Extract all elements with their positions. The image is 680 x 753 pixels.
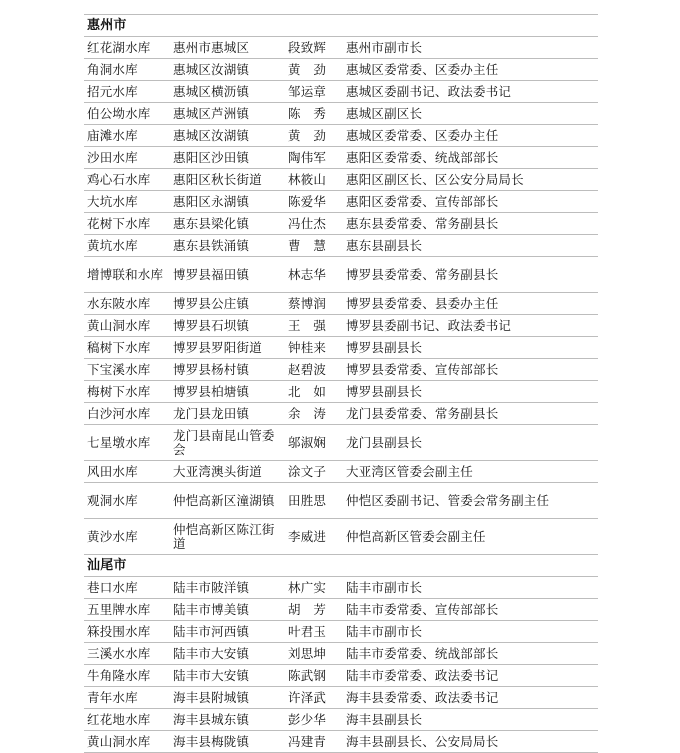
position-title: 惠城区委副书记、政法委书记 <box>343 81 598 103</box>
position-title: 惠东县副县长 <box>343 235 598 257</box>
location: 陆丰市陂洋镇 <box>170 577 285 599</box>
responsible-person: 李威进 <box>285 519 343 555</box>
responsible-person: 邬淑娴 <box>285 425 343 461</box>
table-row <box>84 621 598 643</box>
reservoir-name: 梅树下水库 <box>84 381 170 403</box>
table-row <box>84 315 598 337</box>
responsible-person: 余 涛 <box>285 403 343 425</box>
location: 陆丰市大安镇 <box>170 643 285 665</box>
reservoir-name: 伯公坳水库 <box>84 103 170 125</box>
location: 大亚湾澳头街道 <box>170 461 285 483</box>
position-title: 博罗县委副书记、政法委书记 <box>343 315 598 337</box>
responsible-person: 林广实 <box>285 577 343 599</box>
roster-table <box>84 14 598 753</box>
reservoir-name: 箖投围水库 <box>84 621 170 643</box>
location: 博罗县柏塘镇 <box>170 381 285 403</box>
position-title: 仲恺区委副书记、管委会常务副主任 <box>343 483 598 519</box>
table-row <box>84 103 598 125</box>
section-title: 惠州市 <box>84 15 598 37</box>
responsible-person: 冯建青 <box>285 731 343 753</box>
table-row <box>84 337 598 359</box>
location: 博罗县公庄镇 <box>170 293 285 315</box>
location: 博罗县杨村镇 <box>170 359 285 381</box>
reservoir-name: 巷口水库 <box>84 577 170 599</box>
responsible-person: 黄 劲 <box>285 59 343 81</box>
location: 海丰县城东镇 <box>170 709 285 731</box>
position-title: 惠城区副区长 <box>343 103 598 125</box>
table-row <box>84 81 598 103</box>
table-row <box>84 257 598 293</box>
responsible-person: 林志华 <box>285 257 343 293</box>
location: 龙门县龙田镇 <box>170 403 285 425</box>
table-row <box>84 125 598 147</box>
position-title: 博罗县委常委、县委办主任 <box>343 293 598 315</box>
table-row <box>84 169 598 191</box>
responsible-person: 陈武钢 <box>285 665 343 687</box>
table-row <box>84 293 598 315</box>
responsible-person: 蔡博润 <box>285 293 343 315</box>
section-title: 汕尾市 <box>84 555 598 577</box>
table-row <box>84 519 598 555</box>
responsible-person: 叶君玉 <box>285 621 343 643</box>
responsible-person: 涂文子 <box>285 461 343 483</box>
responsible-person: 田胜思 <box>285 483 343 519</box>
table-row <box>84 687 598 709</box>
location: 海丰县梅陇镇 <box>170 731 285 753</box>
reservoir-name: 白沙河水库 <box>84 403 170 425</box>
responsible-person: 邹运章 <box>285 81 343 103</box>
location: 惠城区汝湖镇 <box>170 125 285 147</box>
table-row <box>84 37 598 59</box>
position-title: 博罗县委常委、宣传部部长 <box>343 359 598 381</box>
reservoir-name: 下宝溪水库 <box>84 359 170 381</box>
section-header <box>84 15 598 37</box>
reservoir-responsibility-table <box>84 14 598 753</box>
location: 陆丰市大安镇 <box>170 665 285 687</box>
position-title: 海丰县副县长、公安局局长 <box>343 731 598 753</box>
responsible-person: 彭少华 <box>285 709 343 731</box>
table-row <box>84 147 598 169</box>
table-row <box>84 483 598 519</box>
position-title: 大亚湾区管委会副主任 <box>343 461 598 483</box>
reservoir-name: 青年水库 <box>84 687 170 709</box>
table-row <box>84 359 598 381</box>
reservoir-name: 红花湖水库 <box>84 37 170 59</box>
reservoir-name: 红花地水库 <box>84 709 170 731</box>
position-title: 海丰县副县长 <box>343 709 598 731</box>
table-row <box>84 665 598 687</box>
reservoir-name: 大坑水库 <box>84 191 170 213</box>
location: 博罗县福田镇 <box>170 257 285 293</box>
reservoir-name: 庙滩水库 <box>84 125 170 147</box>
reservoir-name: 黄山洞水库 <box>84 315 170 337</box>
location: 仲恺高新区陈江街道 <box>170 519 285 555</box>
position-title: 陆丰市委常委、政法委书记 <box>343 665 598 687</box>
location: 博罗县罗阳街道 <box>170 337 285 359</box>
responsible-person: 段致辉 <box>285 37 343 59</box>
position-title: 惠阳区委常委、宣传部部长 <box>343 191 598 213</box>
position-title: 博罗县副县长 <box>343 381 598 403</box>
reservoir-name: 风田水库 <box>84 461 170 483</box>
location: 惠阳区沙田镇 <box>170 147 285 169</box>
reservoir-name: 水东陂水库 <box>84 293 170 315</box>
position-title: 博罗县副县长 <box>343 337 598 359</box>
reservoir-name: 角洞水库 <box>84 59 170 81</box>
location: 惠城区芦洲镇 <box>170 103 285 125</box>
reservoir-name: 沙田水库 <box>84 147 170 169</box>
position-title: 仲恺高新区管委会副主任 <box>343 519 598 555</box>
position-title: 龙门县委常委、常务副县长 <box>343 403 598 425</box>
reservoir-name: 增博联和水库 <box>84 257 170 293</box>
section-header <box>84 555 598 577</box>
position-title: 陆丰市副市长 <box>343 621 598 643</box>
table-row <box>84 643 598 665</box>
position-title: 惠东县委常委、常务副县长 <box>343 213 598 235</box>
table-row <box>84 59 598 81</box>
location: 陆丰市河西镇 <box>170 621 285 643</box>
table-row <box>84 381 598 403</box>
position-title: 惠城区委常委、区委办主任 <box>343 125 598 147</box>
table-row <box>84 461 598 483</box>
reservoir-name: 七星墩水库 <box>84 425 170 461</box>
responsible-person: 刘思坤 <box>285 643 343 665</box>
responsible-person: 冯仕杰 <box>285 213 343 235</box>
reservoir-name: 五里牌水库 <box>84 599 170 621</box>
table-row <box>84 577 598 599</box>
position-title: 海丰县委常委、政法委书记 <box>343 687 598 709</box>
responsible-person: 北 如 <box>285 381 343 403</box>
table-row <box>84 425 598 461</box>
responsible-person: 曹 慧 <box>285 235 343 257</box>
table-row <box>84 403 598 425</box>
location: 惠东县梁化镇 <box>170 213 285 235</box>
reservoir-name: 鸡心石水库 <box>84 169 170 191</box>
reservoir-name: 观洞水库 <box>84 483 170 519</box>
responsible-person: 许泽武 <box>285 687 343 709</box>
table-row <box>84 599 598 621</box>
location: 惠阳区秋长街道 <box>170 169 285 191</box>
position-title: 惠州市副市长 <box>343 37 598 59</box>
responsible-person: 赵碧波 <box>285 359 343 381</box>
location: 惠阳区永湖镇 <box>170 191 285 213</box>
position-title: 陆丰市委常委、宣传部部长 <box>343 599 598 621</box>
position-title: 惠阳区副区长、区公安分局局长 <box>343 169 598 191</box>
reservoir-name: 招元水库 <box>84 81 170 103</box>
responsible-person: 王 强 <box>285 315 343 337</box>
position-title: 龙门县副县长 <box>343 425 598 461</box>
reservoir-name: 三溪水水库 <box>84 643 170 665</box>
location: 惠州市惠城区 <box>170 37 285 59</box>
position-title: 惠阳区委常委、统战部部长 <box>343 147 598 169</box>
responsible-person: 陈 秀 <box>285 103 343 125</box>
table-row <box>84 235 598 257</box>
responsible-person: 陈爱华 <box>285 191 343 213</box>
location: 惠城区横沥镇 <box>170 81 285 103</box>
responsible-person: 黄 劲 <box>285 125 343 147</box>
location: 陆丰市博美镇 <box>170 599 285 621</box>
reservoir-name: 黄山洞水库 <box>84 731 170 753</box>
location: 惠东县铁涌镇 <box>170 235 285 257</box>
position-title: 陆丰市委常委、统战部部长 <box>343 643 598 665</box>
location: 龙门县南昆山管委会 <box>170 425 285 461</box>
table-row <box>84 731 598 753</box>
responsible-person: 胡 芳 <box>285 599 343 621</box>
location: 惠城区汝湖镇 <box>170 59 285 81</box>
responsible-person: 钟桂来 <box>285 337 343 359</box>
reservoir-name: 黄沙水库 <box>84 519 170 555</box>
location: 海丰县附城镇 <box>170 687 285 709</box>
responsible-person: 陶伟军 <box>285 147 343 169</box>
location: 博罗县石坝镇 <box>170 315 285 337</box>
reservoir-name: 牛角隆水库 <box>84 665 170 687</box>
table-row <box>84 213 598 235</box>
roster-table-body <box>84 15 598 753</box>
position-title: 惠城区委常委、区委办主任 <box>343 59 598 81</box>
reservoir-name: 黄坑水库 <box>84 235 170 257</box>
table-row <box>84 191 598 213</box>
position-title: 博罗县委常委、常务副县长 <box>343 257 598 293</box>
location: 仲恺高新区潼湖镇 <box>170 483 285 519</box>
reservoir-name: 花树下水库 <box>84 213 170 235</box>
reservoir-name: 稿树下水库 <box>84 337 170 359</box>
responsible-person: 林筱山 <box>285 169 343 191</box>
position-title: 陆丰市副市长 <box>343 577 598 599</box>
table-row <box>84 709 598 731</box>
